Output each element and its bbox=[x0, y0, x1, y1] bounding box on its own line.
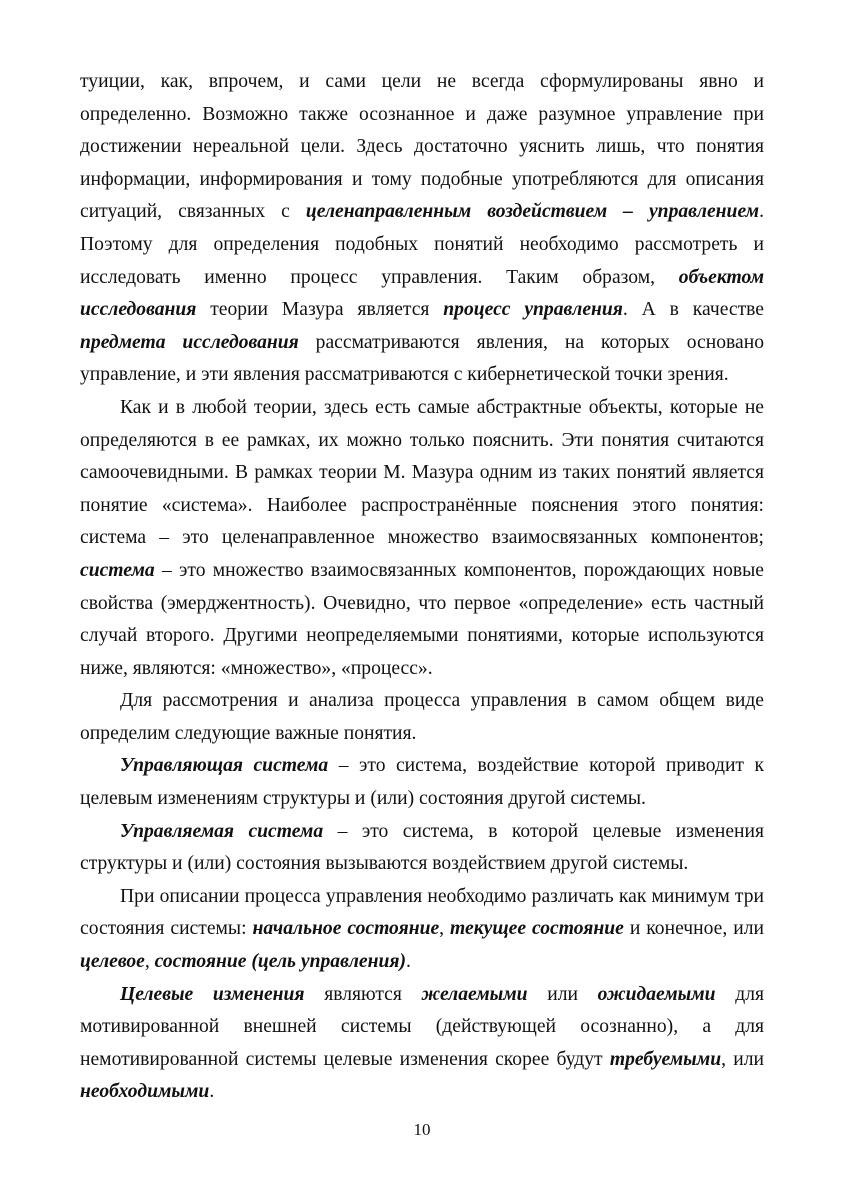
term-span: Управляемая система bbox=[120, 820, 324, 842]
document-body bbox=[80, 66, 764, 1109]
text-span: , bbox=[439, 918, 451, 940]
text-span: туиции, как, впрочем, и сами цели не всегда сформулированы явно и определенно. Возможно также осознанное и даже разумное управление при достижении нереальной цели. Здесь достаточно уяснить лишь, что понятия информации, информирования и тому подобные употребляются для описания ситуаций, связанных с bbox=[80, 71, 764, 223]
emphasis-span: желаемыми bbox=[421, 983, 528, 1005]
emphasis-span: процесс управления bbox=[443, 299, 623, 321]
emphasis-span: объектом исследования bbox=[80, 266, 764, 321]
text-span: или bbox=[527, 983, 598, 1005]
page-number: 10 bbox=[413, 1120, 431, 1139]
text-span: , или bbox=[721, 1048, 764, 1070]
emphasis-span: требуемыми bbox=[609, 1048, 722, 1070]
paragraph-target-changes bbox=[80, 979, 764, 1109]
text-span: . Поэтому для определения подобных понятий необходимо рассмотреть и исследовать именно процесс управления. Таким образом, bbox=[80, 201, 764, 288]
text-span: и конечное, или bbox=[623, 918, 764, 940]
text-span: теории Мазура является bbox=[196, 299, 444, 321]
text-span: – это система, в которой целевые изменения структуры и (или) состояния вызываются воздействием другой системы. bbox=[80, 820, 764, 875]
text-span: . bbox=[209, 1081, 215, 1103]
emphasis-span: система bbox=[80, 559, 155, 581]
emphasis-span: состояние (цель управления) bbox=[154, 951, 406, 973]
text-span: При описании процесса управления необходимо различать как минимум три состояния системы: bbox=[80, 885, 764, 940]
term-span: Управляющая система bbox=[120, 755, 329, 777]
definition-controlling-system bbox=[80, 750, 764, 815]
emphasis-span: ожидаемыми bbox=[597, 983, 716, 1005]
term-span: Целевые изменения bbox=[120, 983, 305, 1005]
text-span: Для рассмотрения и анализа процесса управления в самом общем виде определим следующие важные понятия. bbox=[80, 690, 764, 744]
emphasis-span: целевое bbox=[80, 951, 145, 973]
text-span: . bbox=[405, 951, 411, 973]
text-span: – это система, воздействие которой приводит к целевым изменениям структуры и (или) состояния другой системы. bbox=[80, 755, 764, 810]
text-span: . А в качестве bbox=[622, 299, 764, 321]
paragraph-2 bbox=[80, 392, 764, 685]
emphasis-span: начальное состояние bbox=[252, 918, 440, 940]
paragraph-3 bbox=[80, 685, 764, 750]
paragraph-1 bbox=[80, 66, 764, 392]
emphasis-span: целенаправленным воздействием – управлением bbox=[305, 201, 760, 223]
paragraph-states bbox=[80, 881, 764, 979]
text-span: Как и в любой теории, здесь есть самые абстрактные объекты, которые не определяются в ее рамках, их можно только пояснить. Эти понятия считаются самоочевидными. В рамках теории М. Мазура одним из таких понятий является понятие «система». Наиболее распространённые пояснения этого понятия: система – это целенаправленное множество взаимосвязанных компонентов; bbox=[80, 396, 764, 549]
text-span: рассматриваются явления, на которых основано управление, и эти явления рассматриваются с кибернетической точки зрения. bbox=[80, 331, 764, 386]
emphasis-span: текущее состояние bbox=[450, 918, 624, 940]
text-span: – это множество взаимосвязанных компонентов, порождающих новые свойства (эмерджентность). Очевидно, что первое «определение» есть частный случай второго. Другими неопределяемыми понятиями, которые используются ниже, являются: «множество», «процесс». bbox=[80, 559, 764, 679]
text-span: для мотивированной внешней системы (действующей осознанно), а для немотивированной системы целевые изменения скорее будут bbox=[80, 983, 764, 1070]
emphasis-span: предмета исследования bbox=[80, 331, 299, 353]
text-span: являются bbox=[304, 983, 422, 1005]
definition-controlled-system bbox=[80, 816, 764, 881]
emphasis-span: необходимыми bbox=[80, 1081, 210, 1103]
text-span: , bbox=[144, 951, 155, 973]
